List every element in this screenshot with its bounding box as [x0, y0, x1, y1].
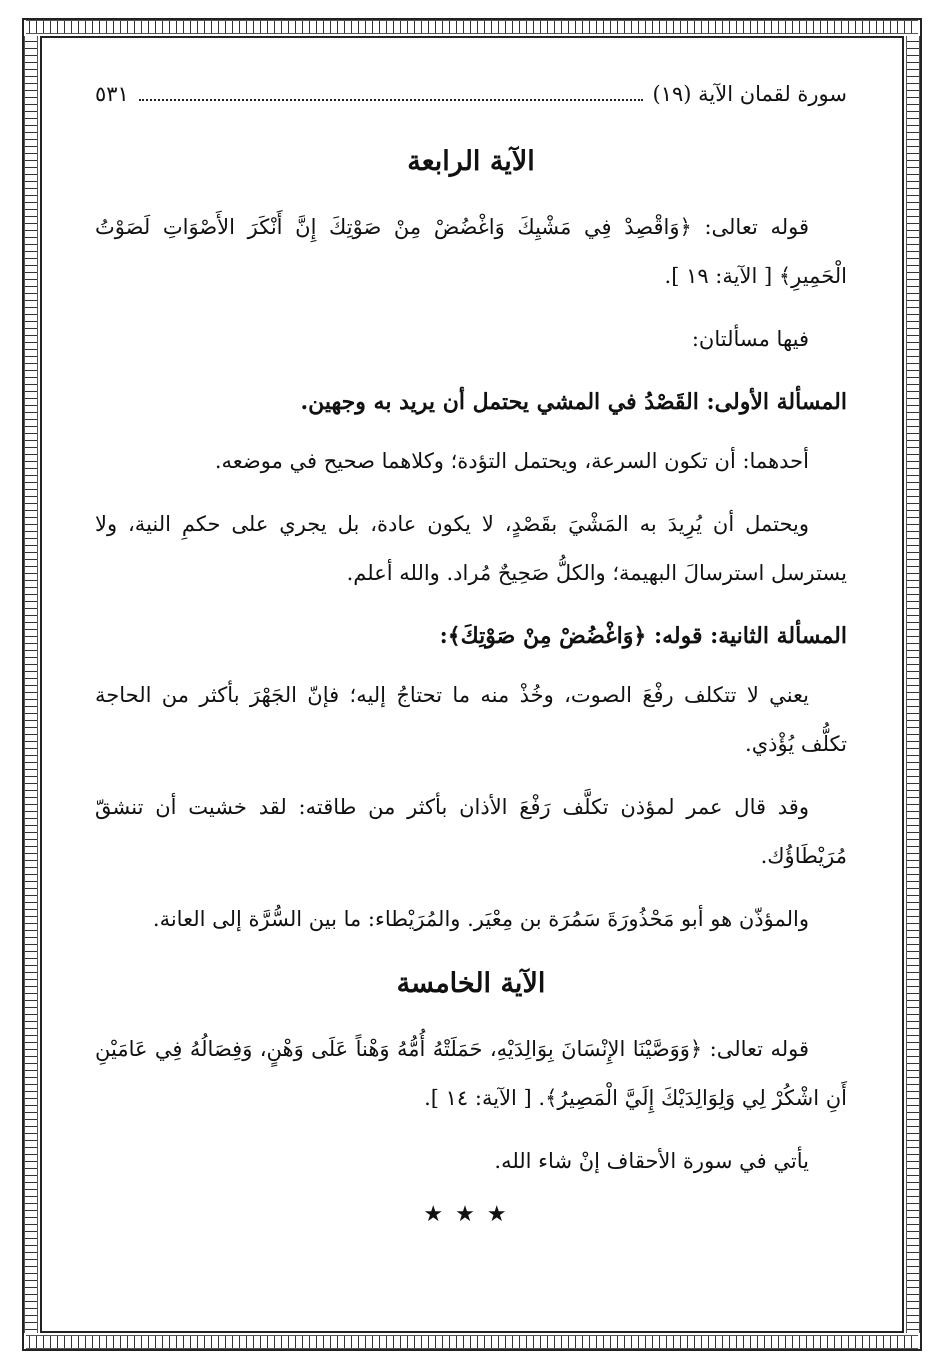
issue-two-paragraph-1: يعني لا تتكلف رفْعَ الصوت، وخُذْ منه ما تحتاجُ إليه؛ فإنّ الجَهْرَ بأكثر من الحاجة تكلُّف يُؤْذي. [95, 683, 847, 756]
issue-one-paragraph-2: ويحتمل أن يُرِيدَ به المَشْيَ بقَصْدٍ، لا يكون عادة، بل يجري على حكمِ النية، ولا يسترسل استرسالَ البهيمة؛ والكلُّ صَحِيحٌ مُراد. والله أعلم. [95, 512, 847, 585]
issue-two-heading: المسألة الثانية: قوله: ﴿وَاغْضُضْ مِنْ صَوْتِكَ﴾: [439, 623, 847, 649]
issue-two-paragraph-3: والمؤذّن هو أبو مَحْذُورَةَ سَمُرَة بن مِعْيَر. والمُرَيْطاء: ما بين السُّرَّة إلى العانة. [152, 907, 809, 931]
verse-quote-paragraph: قوله تعالى: ﴿وَاقْصِدْ فِي مَشْيِكَ وَاغْضُضْ مِنْ صَوْتِكَ إِنَّ أَنْكَرَ الأَصْوَاتِ لَصَوْتُ الْحَمِيرِ﴾ [ الآية: ١٩ ]. [95, 215, 847, 288]
issue-two-paragraph-2: وقد قال عمر لمؤذن تكلَّف رَفْعَ الأذان بأكثر من طاقته: لقد خشيت أن تنشقّ مُرَيْطَاؤُك. [95, 795, 847, 868]
section-end-stars: ★★★ [423, 1202, 519, 1227]
section-heading-fifth-verse: الآية الخامسة [396, 968, 546, 999]
issues-intro: فيها مسألتان: [691, 327, 809, 351]
header-leader-dots [139, 89, 643, 101]
running-header [95, 82, 847, 122]
header-title: سورة لقمان الآية (١٩) [652, 82, 847, 106]
verse-quote-paragraph-2: قوله تعالى: ﴿وَوَصَّيْنَا الإِنْسَانَ بِوَالِدَيْهِ، حَمَلَتْهُ أُمُّهُ وَهْناً عَلَى وَهْنٍ، وَفِصَالُهُ فِي عَامَيْنِ أَنِ اشْكُرْ لِي وَلِوَالِدَيْكَ إِلَيَّ الْمَصِيرُ﴾. [ الآية: ١٤ ]. [95, 1037, 847, 1110]
cross-reference-paragraph: يأتي في سورة الأحقاف إنْ شاء الله. [494, 1149, 809, 1173]
page-content [95, 82, 847, 1227]
issue-one-heading: المسألة الأولى: القَصْدُ في المشي يحتمل أن يريد به وجهين. [300, 389, 847, 415]
issue-one-paragraph-1: أحدهما: أن تكون السرعة، ويحتمل التؤدة؛ وكلاهما صحيح في موضعه. [214, 449, 809, 473]
page-number: ٥٣١ [95, 82, 129, 106]
section-heading-fourth-verse: الآية الرابعة [407, 146, 535, 177]
